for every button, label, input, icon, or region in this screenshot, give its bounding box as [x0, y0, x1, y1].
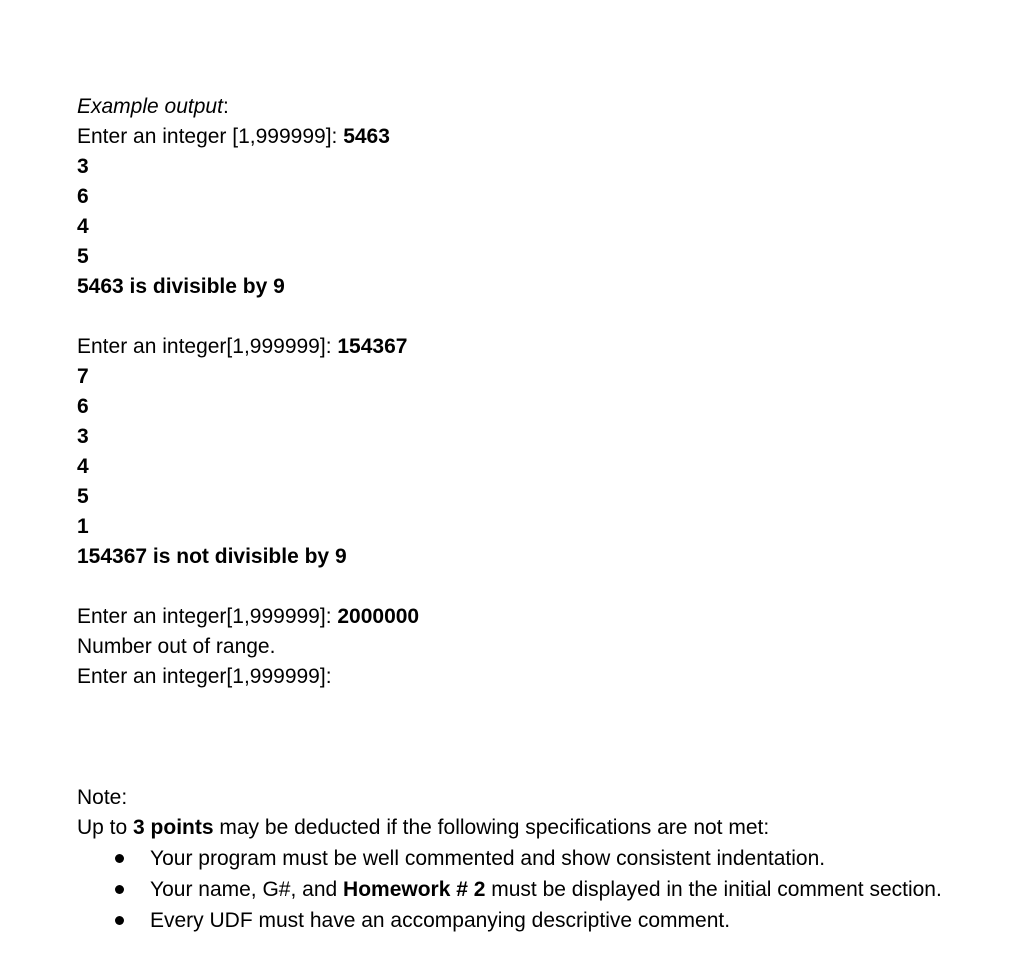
requirement-item — [77, 874, 1014, 905]
example-heading-colon: : — [222, 95, 229, 118]
run2-digit: 4 — [77, 455, 89, 478]
requirements-list — [77, 843, 1014, 936]
run1-prompt: Enter an integer [1,999999]: — [77, 125, 344, 148]
run2-digit: 6 — [77, 395, 89, 418]
requirement-item — [77, 843, 1014, 874]
run3-prompt-line — [77, 602, 1014, 632]
run3-message: Number out of range. — [77, 635, 276, 658]
note-intro-suffix: may be deducted if the following specifications are not met: — [213, 816, 770, 839]
run2-digit: 5 — [77, 485, 89, 508]
run3-prompt-again: Enter an integer[1,999999]: — [77, 665, 332, 688]
note-intro — [77, 813, 1014, 843]
note-intro-prefix: Up to — [77, 816, 134, 839]
run3-prompt: Enter an integer[1,999999]: — [77, 605, 338, 628]
note-section — [77, 783, 1014, 936]
run1-digit: 4 — [77, 215, 89, 238]
requirement-text-suffix: must be displayed in the initial comment section. — [485, 878, 942, 901]
requirement-homework-label: Homework # 2 — [343, 878, 486, 901]
run2-result: 154367 is not divisible by 9 — [77, 545, 347, 568]
requirement-text: Your program must be well commented and show consistent indentation. — [150, 847, 826, 870]
run2-digit: 3 — [77, 425, 89, 448]
blank-line — [77, 572, 1014, 602]
example-output-section — [77, 92, 1014, 692]
bullet-icon — [115, 916, 124, 925]
run2-input: 154367 — [337, 335, 408, 358]
requirement-text-prefix: Your name, G#, and — [150, 878, 344, 901]
blank-line — [77, 302, 1014, 332]
note-title: Note: — [77, 786, 128, 809]
run2-prompt-line — [77, 332, 1014, 362]
requirement-item — [77, 905, 1014, 936]
bullet-icon — [115, 885, 124, 894]
run1-digit: 5 — [77, 245, 89, 268]
run2-prompt: Enter an integer[1,999999]: — [77, 335, 338, 358]
note-intro-points: 3 points — [133, 816, 214, 839]
run1-digit: 3 — [77, 155, 89, 178]
run2-digit: 1 — [77, 515, 89, 538]
requirement-text: Every UDF must have an accompanying descriptive comment. — [150, 909, 731, 932]
run1-result: 5463 is divisible by 9 — [77, 275, 285, 298]
example-heading-label: Example output — [77, 95, 223, 118]
bullet-icon — [115, 854, 124, 863]
run3-input: 2000000 — [337, 605, 420, 628]
run1-prompt-line — [77, 122, 1014, 152]
run2-digit: 7 — [77, 365, 89, 388]
run1-input: 5463 — [343, 125, 390, 148]
run1-digit: 6 — [77, 185, 89, 208]
example-heading — [77, 92, 1014, 122]
